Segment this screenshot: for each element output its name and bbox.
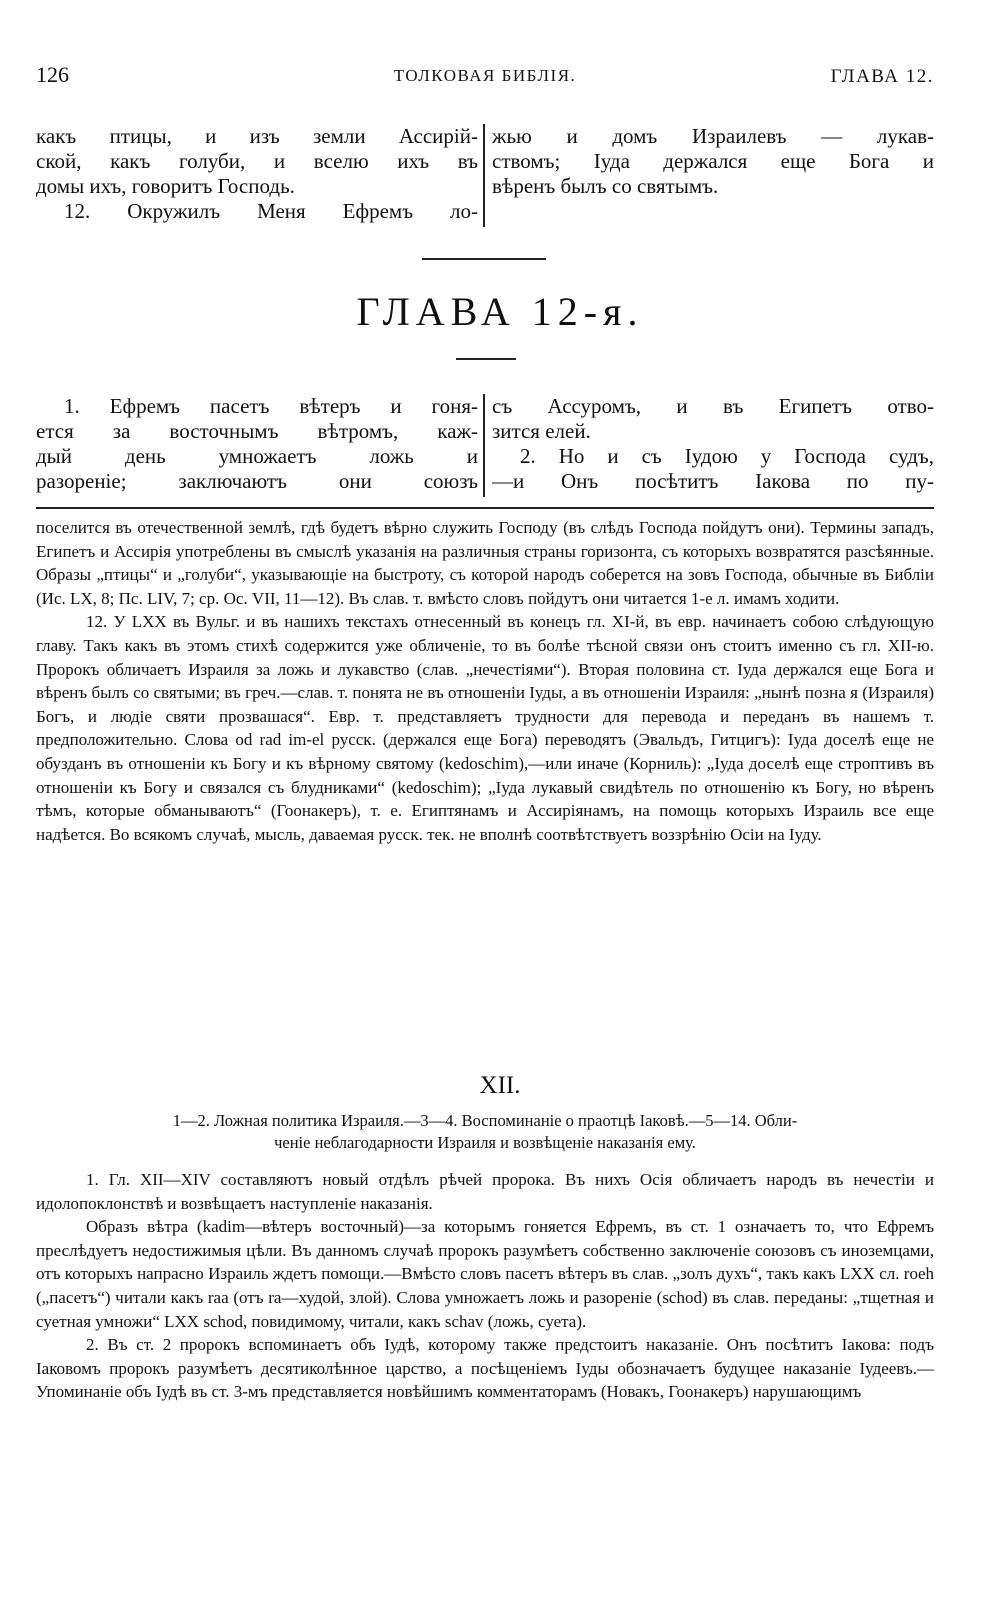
section-synopsis — [36, 1110, 934, 1154]
synopsis-line: ченіе неблагодарности Израиля и возвѣщеніе наказанія ему. — [274, 1133, 696, 1152]
column-divider — [483, 394, 485, 497]
verse-line: домы ихъ, говоритъ Господь. — [36, 174, 295, 198]
column-divider — [483, 124, 485, 227]
section-number: XII. — [479, 1072, 521, 1099]
verse-line: дый день умножаетъ ложь и — [36, 444, 478, 468]
commentary-paragraph: 12. У LXX въ Вульг. и въ нашихъ текстахъ отнесенный въ конецъ гл. XI-й, въ евр. начинаетъ собою слѣдующую главу. Такъ какъ въ этомъ стихѣ содержится уже обличеніе, то въ болѣе тѣсной связи онъ стоитъ именно съ гл. XII-ю. Пророкъ обличаетъ Израиля за ложь и лукавство (слав. „нечестіями“). Вторая половина ст. Іуда держался еще Бога и вѣренъ былъ со святыми; въ греч.—слав. т. понята не въ отношеніи Іуды, а въ отношеніи Израиля: „нынѣ позна я (Израиля) Богъ, и людіе святи прозвашася“. Евр. т. представляетъ трудности для перевода и переданъ въ нашемъ т. предположительно. Слова od rad im-el русск. (держался еще Бога) переводятъ (Эвальдъ, Гитцигъ): Іуда доселѣ еще не обузданъ въ отношеніи къ Богу и къ вѣрному святому (kedoschim),—или иначе (Корниль): „Іуда доселѣ еще строптивъ въ отношеніи къ Богу и связался съ блудниками“ (kedoschim); „Іуда лукавый свидѣтель по отношенію къ Богу, но вѣренъ тѣмъ, которые обманываютъ“ (Гоонакеръ), т. е. Египтянамъ и Ассиріянамъ, на помощь которыхъ Израиль все еще надѣется. Во всякомъ случаѣ, мысль, даваемая русск. тек. не вполнѣ соотвѣтствуетъ воззрѣнію Осіи на Іуду. — [36, 612, 934, 844]
commentary-paragraph: 2. Въ ст. 2 пророкъ вспоминаетъ объ Іудѣ, которому также предстоитъ наказаніе. Онъ посѣтитъ Іакова: подъ Іаковомъ пророкъ разумѣетъ десятиколѣнное царство, а посѣщеніемъ Іуды обозначаетъ будущее наказаніе Іудеевъ.—Упоминаніе объ Іудѣ въ ст. 3-мъ представляется новѣйшимъ комментаторамъ (Новакъ, Гоонакеръ) нарушающимъ — [36, 1335, 934, 1402]
verse-line: ется за восточнымъ вѣтромъ, каж- — [36, 419, 478, 443]
chapter-heading: ГЛАВА 12-я. — [356, 289, 644, 334]
top-left-column — [36, 124, 478, 224]
commentary-paragraph: Образъ вѣтра (kadim—вѣтеръ восточный)—за которымъ гоняется Ефремъ, въ ст. 1 означаетъ то, что Ефремъ преслѣдуетъ недостижимыя цѣли. Въ данномъ случаѣ пророкъ разумѣетъ собственно заключеніе союзовъ съ иноземцами, отъ которыхъ напрасно Израиль ждетъ помощи.—Вмѣсто словъ пасетъ вѣтеръ въ слав. „золъ духъ“, такъ какъ LXX сл. roeh („пасетъ“) читали какъ raa (отъ ra—худой, злой). Слова умножаетъ ложь и разореніе (schod) въ слав. переданы: „тщетная и суетная умножи“ LXX schod, повидимому, читали, какъ schav (ложь, суета). — [36, 1217, 934, 1331]
commentary-block — [36, 516, 934, 846]
verse-line: 12. Окружилъ Меня Ефремъ ло- — [64, 199, 478, 223]
synopsis-line: 1—2. Ложная политика Израиля.—3—4. Воспоминаніе о праотцѣ Іаковѣ.—5—14. Обли- — [172, 1111, 798, 1130]
verse-line: 2. Но и съ Іудою у Господа судъ, — [520, 444, 934, 468]
verse-line: разореніе; заключаютъ они союзъ — [36, 469, 478, 493]
running-head — [36, 62, 934, 92]
verse-right-column — [492, 394, 934, 494]
book-title: ТОЛКОВАЯ БИБЛІЯ. — [393, 66, 577, 85]
verse-left-column — [36, 394, 478, 494]
running-chapter: ГЛАВА 12. — [830, 66, 934, 87]
commentary-block-2 — [36, 1168, 934, 1404]
verse-line: ской, какъ голуби, и вселю ихъ въ — [36, 149, 478, 173]
top-right-column — [492, 124, 934, 199]
commentary-paragraph: поселится въ отечественной землѣ, гдѣ будетъ вѣрно служить Господу (въ слѣдъ Господа пойдутъ они). Термины западъ, Египетъ и Ассирія употреблены въ смыслѣ указанія на различныя страны горизонта, съ которыхъ возвратятся разсѣянные. Образы „птицы“ и „голуби“, указывающіе на быстроту, съ которой народъ соберется на зовъ Господа, обычные въ Библіи (Ис. LX, 8; Пс. LIV, 7; ср. Ос. VII, 11—12). Въ слав. т. вмѣсто словъ пойдутъ они читается 1-е л. имамъ ходити. — [36, 518, 934, 608]
verse-line: какъ птицы, и изъ земли Ассирій- — [36, 124, 478, 148]
verse-line: ствомъ; Іуда держался еще Бога и — [492, 149, 934, 173]
divider-rule — [456, 358, 516, 360]
verse-line: вѣренъ былъ со святымъ. — [492, 174, 719, 198]
verse-line: съ Ассуромъ, и въ Египетъ отво- — [492, 394, 934, 418]
divider-rule — [422, 258, 546, 260]
verse-line: зится елей. — [492, 419, 591, 443]
commentary-rule — [36, 507, 934, 509]
verse-line: 1. Ефремъ пасетъ вѣтеръ и гоня- — [64, 394, 478, 418]
top-verse-columns — [36, 124, 934, 229]
page-number: 126 — [36, 62, 69, 87]
commentary-paragraph: 1. Гл. XII—XIV составляютъ новый отдѣлъ рѣчей пророка. Въ нихъ Осія обличаетъ народъ въ нечестіи и идолопоклонствѣ и возвѣщаетъ наступленіе наказанія. — [36, 1170, 934, 1213]
verse-line: жью и домъ Израилевъ — лукав- — [492, 124, 934, 148]
verse-line: —и Онъ посѣтитъ Іакова по пу- — [492, 469, 934, 493]
verse-columns — [36, 394, 934, 499]
